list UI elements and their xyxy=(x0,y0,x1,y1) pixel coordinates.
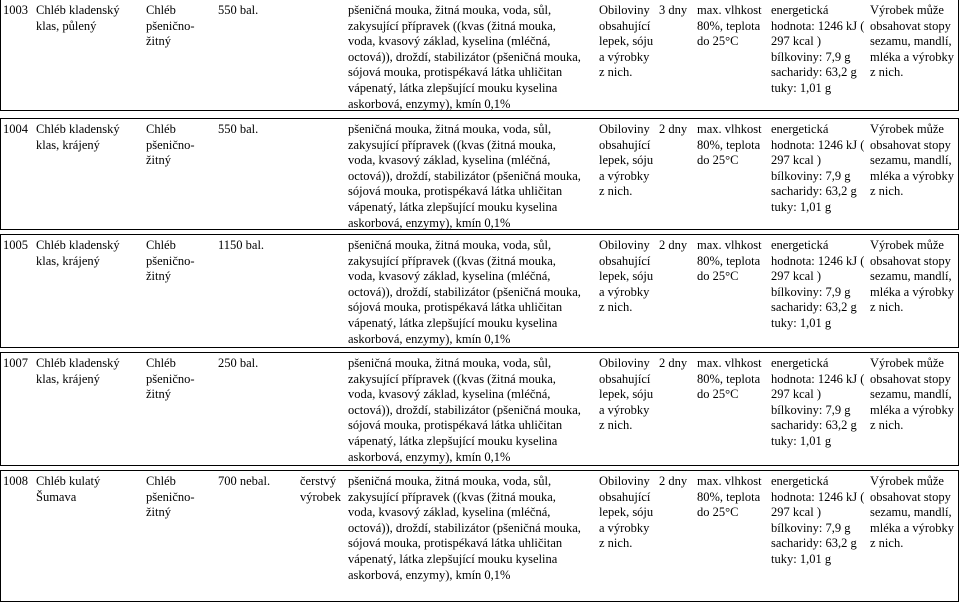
nutrition-values: energetická hodnota: 1246 kJ ( 297 kcal ) bílkoviny: 7,9 g sacharidy: 63,2 g tuky: 1,01 g xyxy=(771,238,865,330)
table-row xyxy=(0,234,959,348)
product-type: Chléb pšenično- žitný xyxy=(146,122,195,168)
ingredients: pšeničná mouka, žitná mouka, voda, sůl, zakysující přípravek ((kvas (žitná mouka, voda, kvasový základ, kyselina (mléčná, octová)), droždí, stabilizátor (pšeničná mouka, sójová mouka, protispékavá látka uhličitan vápenatý, látka zlepšující mouku kyselina askorbová, enzymy), kmín 0,1% xyxy=(348,356,581,464)
table-row xyxy=(0,352,959,466)
shelf-life: 2 dny xyxy=(659,356,688,370)
allergens: Obiloviny obsahující lepek, sóju a výrobky z nich. xyxy=(599,238,654,315)
cell-divider xyxy=(0,119,1,229)
product-code: 1008 xyxy=(3,474,28,488)
product-code: 1005 xyxy=(3,238,28,252)
product-name: Chléb kladenský klas, krájený xyxy=(36,122,120,152)
allergens: Obiloviny obsahující lepek, sóju a výrobky z nich. xyxy=(599,474,654,551)
storage-conditions: max. vlhkost 80%, teplota do 25°C xyxy=(697,122,762,168)
product-type: Chléb pšenično- žitný xyxy=(146,474,195,520)
product-code: 1007 xyxy=(3,356,28,370)
nutrition-values: energetická hodnota: 1246 kJ ( 297 kcal ) bílkoviny: 7,9 g sacharidy: 63,2 g tuky: 1,01 g xyxy=(771,356,865,448)
allergen-remark: Výrobek může obsahovat stopy sezamu, mandlí, mléka a výrobky z nich. xyxy=(870,122,955,199)
ingredients: pšeničná mouka, žitná mouka, voda, sůl, zakysující přípravek ((kvas (žitná mouka, voda, kvasový základ, kyselina (mléčná, octová)), droždí, stabilizátor (pšeničná mouka, sójová mouka, protispékavá látka uhličitan vápenatý, látka zlepšující mouku kyselina askorbová, enzymy), kmín 0,1% xyxy=(348,238,581,346)
ingredients: pšeničná mouka, žitná mouka, voda, sůl, zakysující přípravek ((kvas (žitná mouka, voda, kvasový základ, kyselina (mléčná, octová)), droždí, stabilizátor (pšeničná mouka, sójová mouka, protispékavá látka uhličitan vápenatý, látka zlepšující mouku kyselina askorbová, enzymy), kmín 0,1% xyxy=(348,3,581,111)
allergens: Obiloviny obsahující lepek, sóju a výrobky z nich. xyxy=(599,3,654,80)
product-name: Chléb kulatý Šumava xyxy=(36,474,101,504)
product-type: Chléb pšenično- žitný xyxy=(146,238,195,284)
allergens: Obiloviny obsahující lepek, sóju a výrobky z nich. xyxy=(599,122,654,199)
allergen-remark: Výrobek může obsahovat stopy sezamu, mandlí, mléka a výrobky z nich. xyxy=(870,3,955,80)
cell-divider xyxy=(0,353,1,465)
table-row xyxy=(0,470,959,602)
storage-conditions: max. vlhkost 80%, teplota do 25°C xyxy=(697,356,762,402)
product-weight: 700 nebal. xyxy=(218,474,271,488)
allergen-remark: Výrobek může obsahovat stopy sezamu, mandlí, mléka a výrobky z nich. xyxy=(870,238,955,315)
product-type: Chléb pšenično- žitný xyxy=(146,356,195,402)
allergens: Obiloviny obsahující lepek, sóju a výrobky z nich. xyxy=(599,356,654,433)
shelf-life: 3 dny xyxy=(659,3,688,17)
ingredients: pšeničná mouka, žitná mouka, voda, sůl, zakysující přípravek ((kvas (žitná mouka, voda, kvasový základ, kyselina (mléčná, octová)), droždí, stabilizátor (pšeničná mouka, sójová mouka, protispékavá látka uhličitan vápenatý, látka zlepšující mouku kyselina askorbová, enzymy), kmín 0,1% xyxy=(348,122,581,230)
product-weight: 1150 bal. xyxy=(218,238,265,252)
storage-conditions: max. vlhkost 80%, teplota do 25°C xyxy=(697,474,762,520)
ingredients: pšeničná mouka, žitná mouka, voda, sůl, zakysující přípravek ((kvas (žitná mouka, voda, kvasový základ, kyselina (mléčná, octová)), droždí, stabilizátor (pšeničná mouka, sójová mouka, protispékavá látka uhličitan vápenatý, látka zlepšující mouku kyselina askorbová, enzymy), kmín 0,1% xyxy=(348,474,581,582)
nutrition-values: energetická hodnota: 1246 kJ ( 297 kcal ) bílkoviny: 7,9 g sacharidy: 63,2 g tuky: 1,01 g xyxy=(771,474,865,566)
table-row xyxy=(0,0,959,111)
product-name: Chléb kladenský klas, krájený xyxy=(36,238,120,268)
product-note: čerstvý výrobek xyxy=(300,474,341,504)
product-weight: 550 bal. xyxy=(218,3,259,17)
nutrition-values: energetická hodnota: 1246 kJ ( 297 kcal ) bílkoviny: 7,9 g sacharidy: 63,2 g tuky: 1,01 g xyxy=(771,3,865,95)
nutrition-values: energetická hodnota: 1246 kJ ( 297 kcal ) bílkoviny: 7,9 g sacharidy: 63,2 g tuky: 1,01 g xyxy=(771,122,865,214)
shelf-life: 2 dny xyxy=(659,474,688,488)
shelf-life: 2 dny xyxy=(659,122,688,136)
allergen-remark: Výrobek může obsahovat stopy sezamu, mandlí, mléka a výrobky z nich. xyxy=(870,474,955,551)
product-weight: 250 bal. xyxy=(218,356,259,370)
storage-conditions: max. vlhkost 80%, teplota do 25°C xyxy=(697,3,762,49)
cell-divider xyxy=(0,235,1,347)
product-code: 1003 xyxy=(3,3,28,17)
product-name: Chléb kladenský klas, půlený xyxy=(36,3,120,33)
product-name: Chléb kladenský klas, krájený xyxy=(36,356,120,386)
product-type: Chléb pšenično- žitný xyxy=(146,3,195,49)
allergen-remark: Výrobek může obsahovat stopy sezamu, mandlí, mléka a výrobky z nich. xyxy=(870,356,955,433)
storage-conditions: max. vlhkost 80%, teplota do 25°C xyxy=(697,238,762,284)
table-row xyxy=(0,118,959,230)
cell-divider xyxy=(0,471,1,601)
shelf-life: 2 dny xyxy=(659,238,688,252)
product-code: 1004 xyxy=(3,122,28,136)
product-weight: 550 bal. xyxy=(218,122,259,136)
cell-divider xyxy=(0,0,1,110)
